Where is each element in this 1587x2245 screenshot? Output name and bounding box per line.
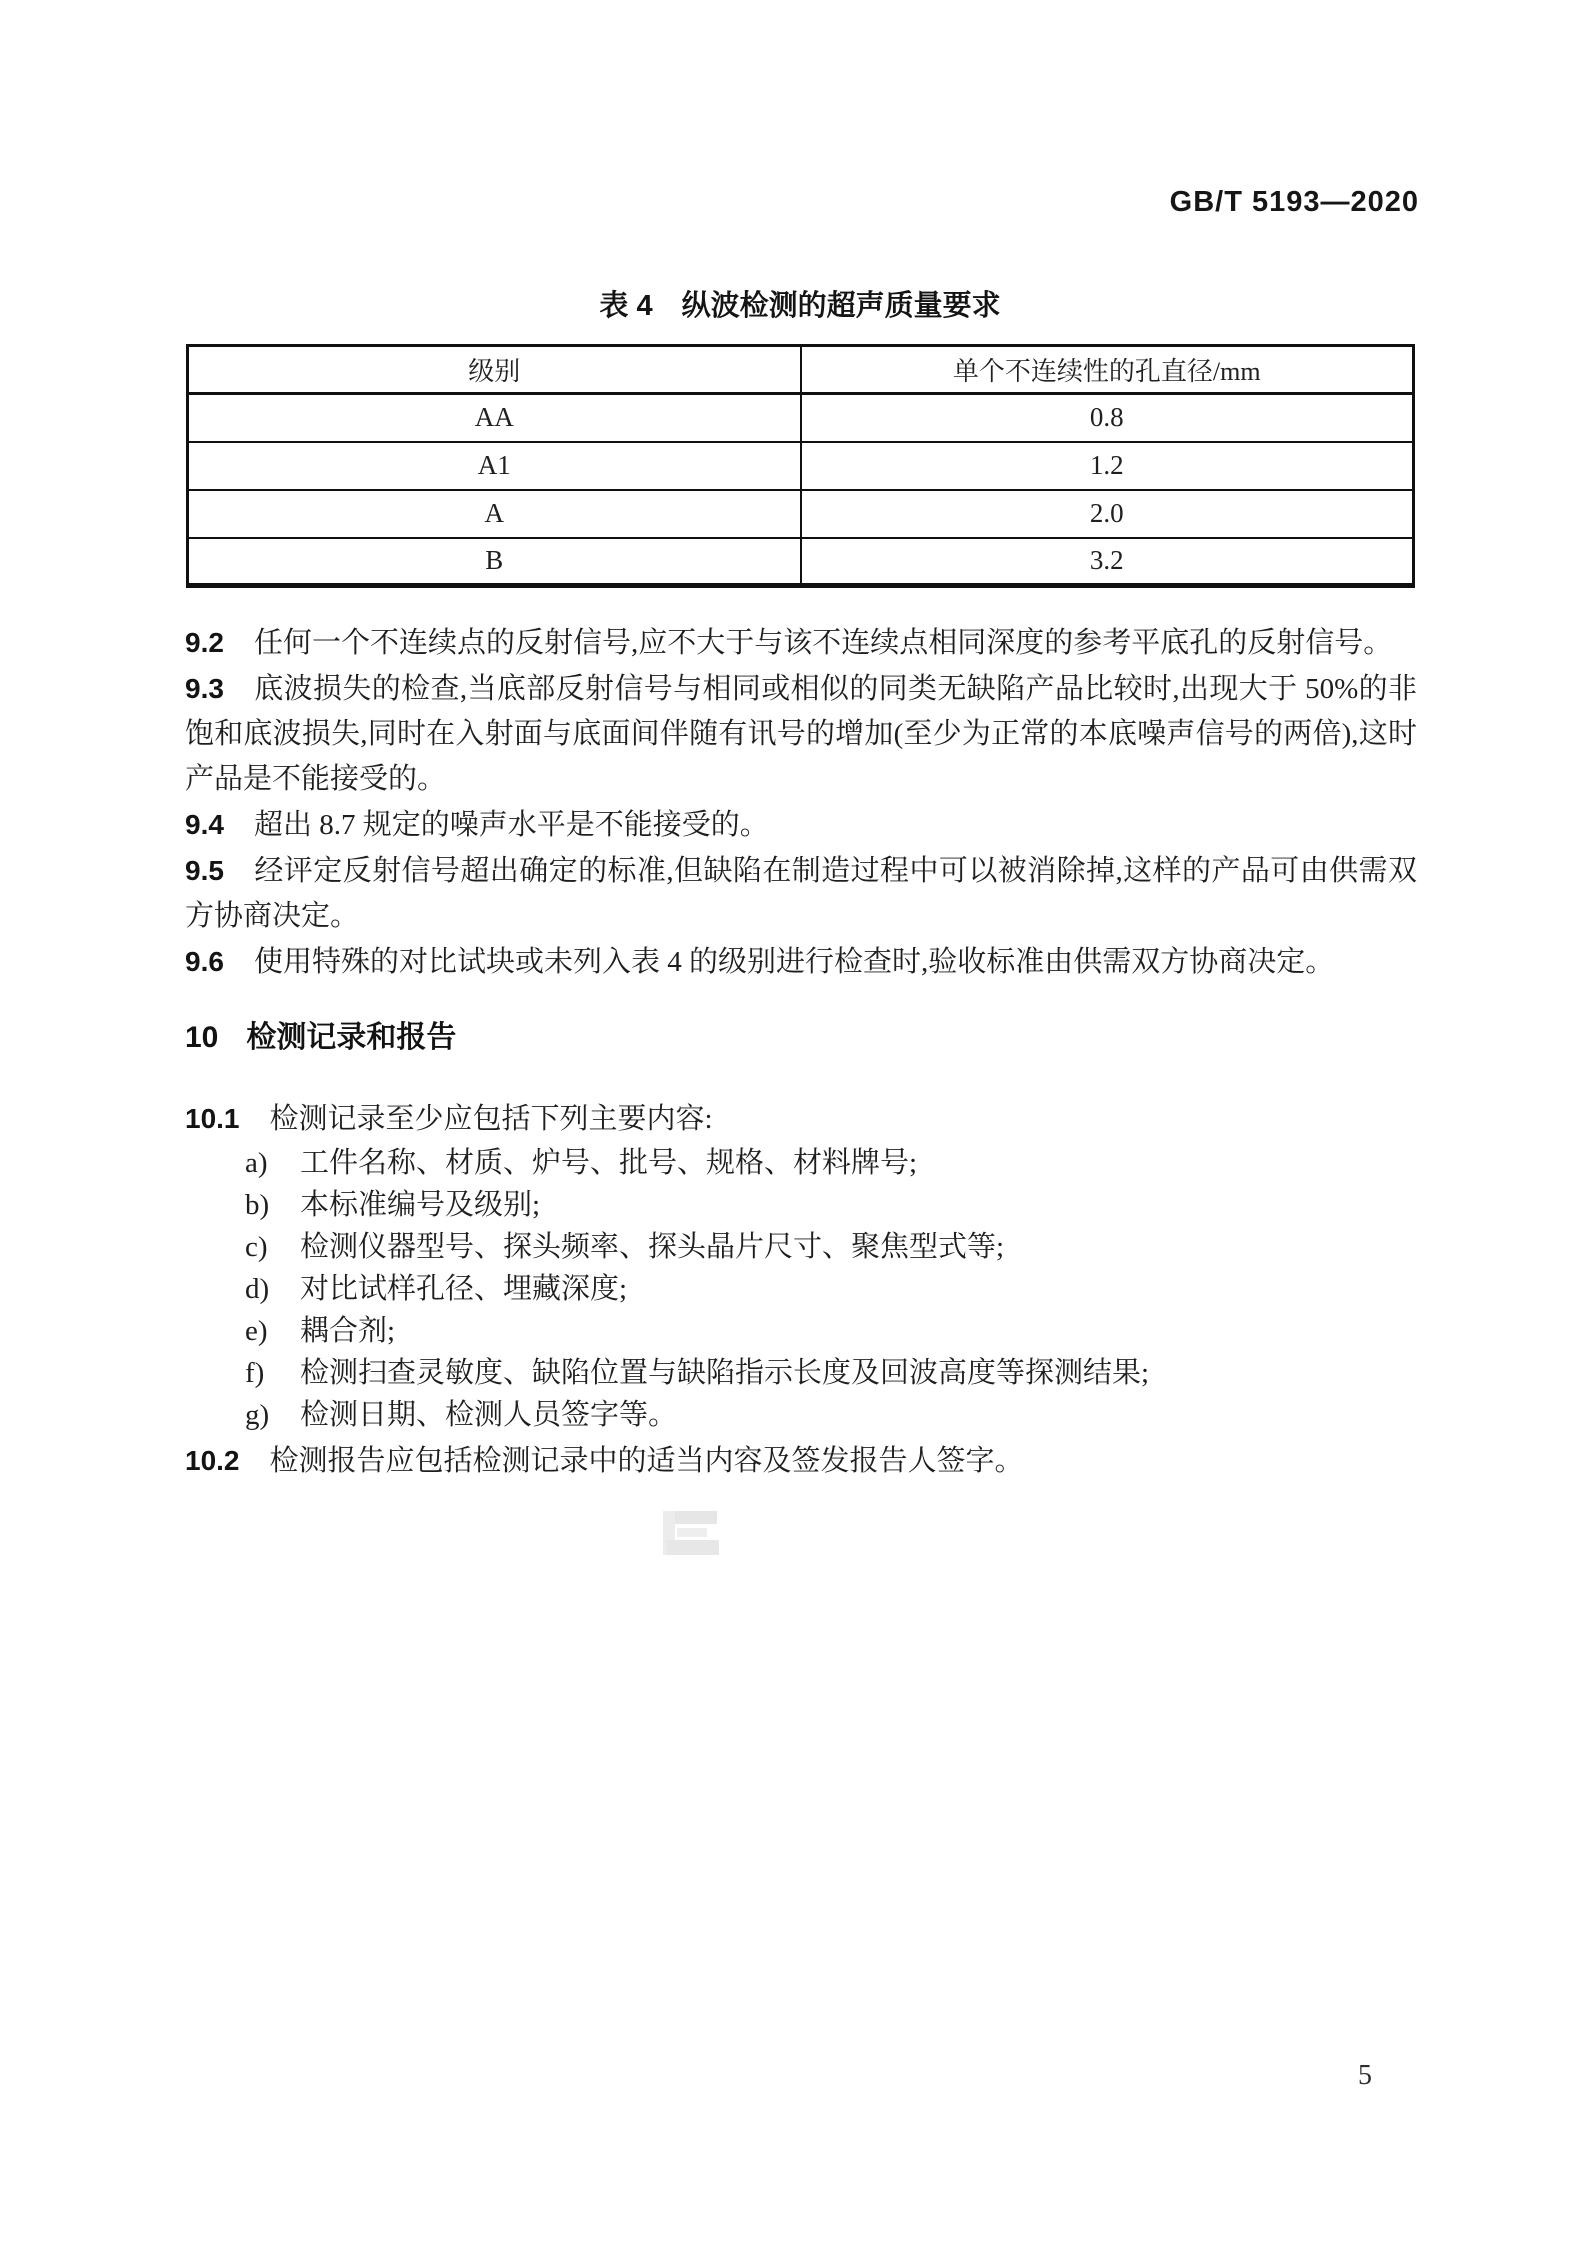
list-item xyxy=(245,1268,1417,1310)
list-item-marker: b) xyxy=(245,1189,270,1221)
clause-text: 经评定反射信号超出确定的标准,但缺陷在制造过程中可以被消除掉,这样的产品可由供需双方协商决定。 xyxy=(185,855,1417,932)
column-header-level: 级别 xyxy=(188,346,801,394)
scan-artifact xyxy=(663,1508,725,1558)
clause-9-5 xyxy=(185,848,1417,939)
cell-diameter: 3.2 xyxy=(801,538,1414,586)
list-item-marker: f) xyxy=(245,1357,265,1389)
clause-number: 10.1 xyxy=(185,1103,240,1134)
cell-level: A xyxy=(188,490,801,538)
clause-number: 9.6 xyxy=(185,946,224,977)
cell-diameter: 2.0 xyxy=(801,490,1414,538)
column-header-hole-diameter: 单个不连续性的孔直径/mm xyxy=(801,346,1414,394)
list-item-text: 对比试样孔径、埋藏深度; xyxy=(300,1273,628,1305)
cell-diameter: 0.8 xyxy=(801,394,1414,442)
standard-number: GB/T 5193—2020 xyxy=(1169,186,1419,218)
list-item-text: 检测日期、检测人员签字等。 xyxy=(300,1399,678,1431)
table-header-row xyxy=(188,346,1414,394)
list-item xyxy=(245,1142,1417,1184)
clause-9-4 xyxy=(185,802,1417,848)
record-content-list xyxy=(245,1142,1417,1436)
clause-number: 9.2 xyxy=(185,627,224,658)
clause-number: 9.5 xyxy=(185,855,224,886)
clause-number: 10.2 xyxy=(185,1445,240,1476)
list-item-marker: e) xyxy=(245,1315,268,1347)
clause-9-6 xyxy=(185,939,1417,985)
cell-level: AA xyxy=(188,394,801,442)
quality-requirements-table xyxy=(186,344,1415,588)
section-10-heading xyxy=(185,1015,1417,1060)
cell-level: B xyxy=(188,538,801,586)
clause-text: 检测报告应包括检测记录中的适当内容及签发报告人签字。 xyxy=(269,1445,1024,1477)
list-item-text: 检测仪器型号、探头频率、探头晶片尺寸、聚焦型式等; xyxy=(300,1231,1005,1263)
table-row xyxy=(188,394,1414,442)
clause-number: 9.4 xyxy=(185,809,224,840)
section-number: 10 xyxy=(185,1021,219,1054)
clause-9-2 xyxy=(185,620,1417,666)
cell-diameter: 1.2 xyxy=(801,442,1414,490)
clause-9-3 xyxy=(185,666,1417,802)
list-item xyxy=(245,1310,1417,1352)
page-number: 5 xyxy=(1358,2060,1372,2091)
document-body xyxy=(185,620,1417,1484)
list-item-marker: d) xyxy=(245,1273,270,1305)
table-row xyxy=(188,442,1414,490)
list-item-text: 工件名称、材质、炉号、批号、规格、材料牌号; xyxy=(300,1147,918,1179)
cell-level: A1 xyxy=(188,442,801,490)
list-item xyxy=(245,1226,1417,1268)
list-item-marker: c) xyxy=(245,1231,268,1263)
list-item-marker: a) xyxy=(245,1147,268,1179)
clause-number: 9.3 xyxy=(185,673,224,704)
table-row xyxy=(188,490,1414,538)
table-caption: 表 4 纵波检测的超声质量要求 xyxy=(599,290,1001,322)
section-title: 检测记录和报告 xyxy=(246,1021,457,1054)
list-item-text: 本标准编号及级别; xyxy=(300,1189,541,1221)
list-item xyxy=(245,1352,1417,1394)
list-item-text: 耦合剂; xyxy=(300,1315,396,1347)
table-row xyxy=(188,538,1414,586)
clause-text: 底波损失的检查,当底部反射信号与相同或相似的同类无缺陷产品比较时,出现大于 50%的非饱和底波损失,同时在入射面与底面间伴随有讯号的增加(至少为正常的本底噪声信号的两倍),这时产品是不能接受的。 xyxy=(185,673,1417,795)
clause-10-1 xyxy=(185,1096,1417,1142)
list-item-marker: g) xyxy=(245,1399,270,1431)
list-item-text: 检测扫查灵敏度、缺陷位置与缺陷指示长度及回波高度等探测结果; xyxy=(300,1357,1150,1389)
clause-text: 使用特殊的对比试块或未列入表 4 的级别进行检查时,验收标准由供需双方协商决定。 xyxy=(253,946,1335,978)
clause-text: 超出 8.7 规定的噪声水平是不能接受的。 xyxy=(253,809,769,841)
list-item xyxy=(245,1184,1417,1226)
clause-10-2 xyxy=(185,1438,1417,1484)
clause-text: 检测记录至少应包括下列主要内容: xyxy=(269,1103,713,1135)
clause-text: 任何一个不连续点的反射信号,应不大于与该不连续点相同深度的参考平底孔的反射信号。 xyxy=(253,627,1393,659)
list-item xyxy=(245,1394,1417,1436)
